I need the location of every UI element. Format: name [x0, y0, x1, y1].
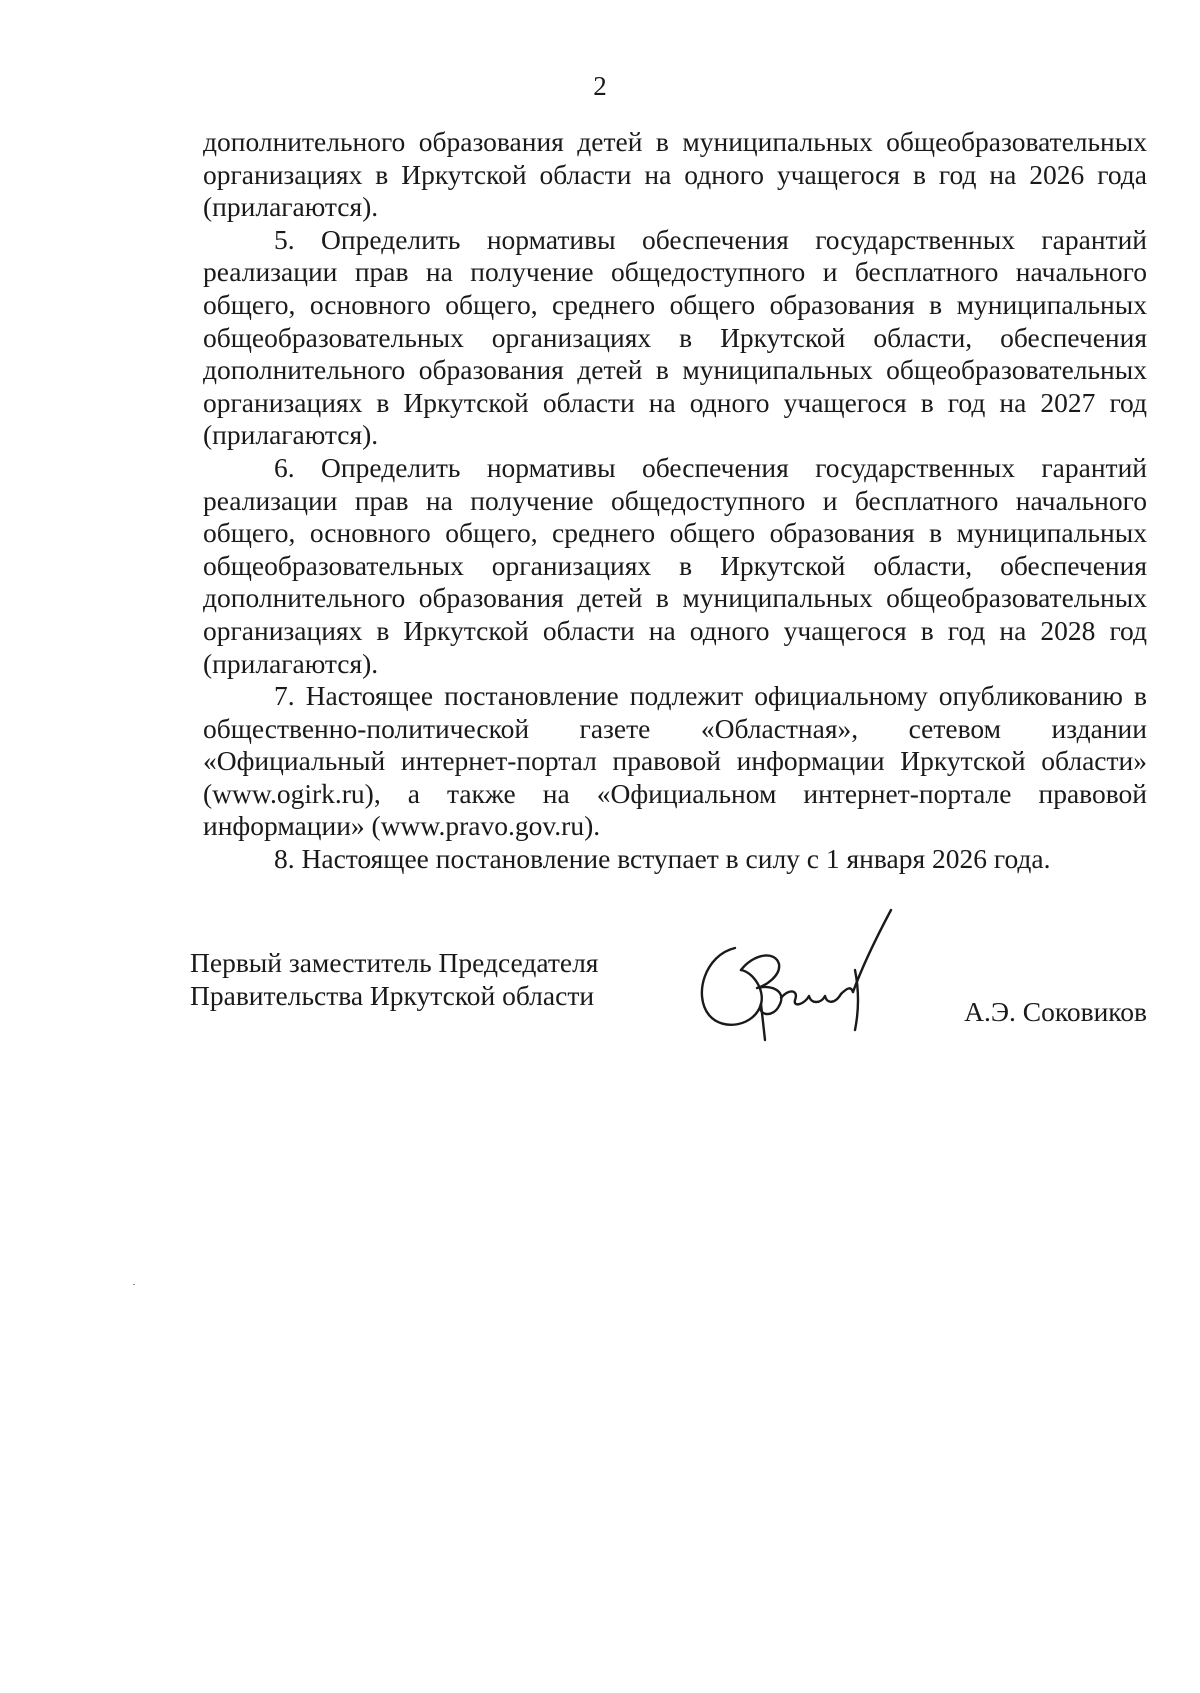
signer-name: А.Э. Соковиков	[964, 996, 1147, 1027]
paragraph-item-8: 8. Настоящее постановление вступает в силу с 1 января 2026 года.	[274, 843, 1051, 875]
signer-position	[190, 946, 670, 1012]
page-number: 2	[593, 71, 607, 101]
scan-artifact	[133, 1284, 135, 1285]
signer-position-line-2: Правительства Иркутской области	[190, 980, 595, 1011]
handwritten-signature	[695, 900, 925, 1050]
document-body	[203, 126, 1147, 876]
paragraph-continuation: дополнительного образования детей в муниципальных общеобразовательных организациях в Иркутской области на одного учащегося в год на 2026 года (прилагаются).	[203, 126, 1147, 223]
paragraph-item-6: 6. Определить нормативы обеспечения государственных гарантий реализации прав на получение общедоступного и бесплатного начального общего, основного общего, среднего общего образования в муниципальных общеобразовательных организациях в Иркутской области, обеспечения дополнительного образования детей в муниципальных общеобразовательных организациях в Иркутской области на одного учащегося в год на 2028 год (прилагаются).	[203, 451, 1147, 679]
paragraph-item-5: 5. Определить нормативы обеспечения государственных гарантий реализации прав на получение общедоступного и бесплатного начального общего, основного общего, среднего общего образования в муниципальных общеобразовательных организациях в Иркутской области, обеспечения дополнительного образования детей в муниципальных общеобразовательных организациях в Иркутской области на одного учащегося в год на 2027 год (прилагаются).	[203, 223, 1147, 451]
signer-position-line-1: Первый заместитель Председателя	[190, 947, 599, 978]
paragraph-item-7: 7. Настоящее постановление подлежит официальному опубликованию в общественно-политической газете «Областная», сетевом издании «Официальный интернет-портал правовой информации Иркутской области» (www.ogirk.ru), а также на «Официальном интернет-портале правовой информации» (www.pravo.gov.ru).	[203, 680, 1147, 842]
